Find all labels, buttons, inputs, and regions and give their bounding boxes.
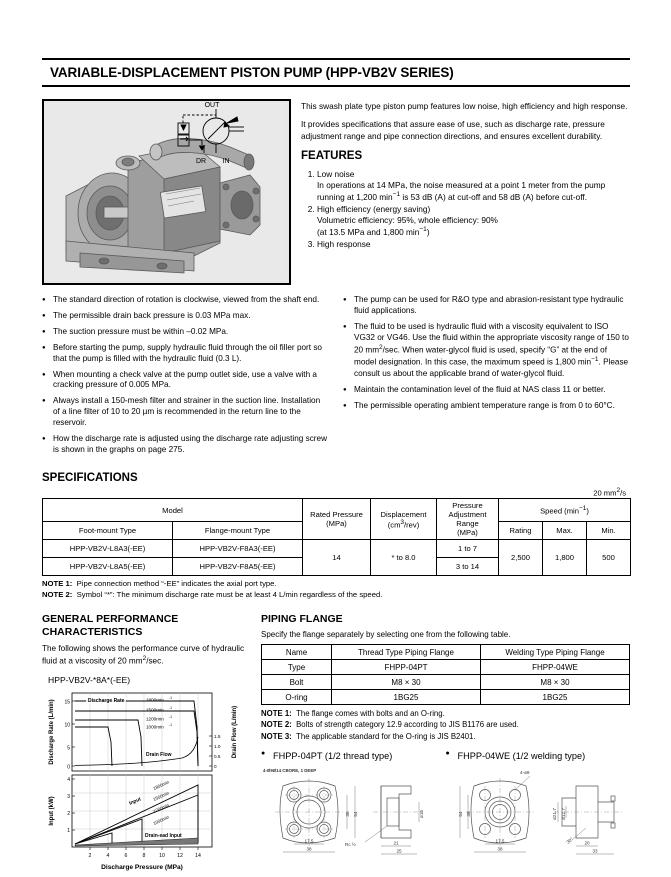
header-disp-unit-sup: 3 [400, 518, 405, 526]
header-max: Max. [543, 522, 587, 540]
list-item: ● Always install a 150-mesh filter and strainer in the suction line. Installation of a line filter of 10 to 20 µm is recommended in the return line to the reservoir. [42, 396, 329, 429]
svg-text:1500min: 1500min [146, 707, 164, 713]
header-disp-unit-b: /rev) [404, 520, 420, 530]
flange-note-2-text: Bolts of strength category 12.9 according to JIS B1176 are used. [296, 720, 519, 730]
svg-text:0.5: 0.5 [214, 753, 221, 759]
header-rated-pressure [303, 499, 371, 540]
spec-note-2-label: NOTE 2: [42, 590, 73, 600]
svg-text:12: 12 [177, 852, 183, 859]
chart-title: HPP-VB2V-*8A*(-EE) [48, 674, 131, 685]
list-item [343, 322, 630, 380]
welding-flange-drawing [446, 764, 630, 876]
svg-text:21: 21 [393, 840, 399, 846]
header-min: Min. [587, 522, 631, 540]
top-section [42, 99, 630, 285]
svg-text:1800min: 1800min [146, 697, 164, 703]
feature-2-detail-a: Volumetric efficiency: 95%, whole efficiency: 90% [317, 215, 498, 226]
svg-text:ø21.7: ø21.7 [551, 808, 557, 820]
svg-text:10: 10 [159, 852, 165, 859]
svg-text:3: 3 [67, 793, 70, 800]
feature-item-3 [317, 239, 630, 250]
feature-item-1 [317, 169, 630, 203]
flange-row-type-thread: FHPP‐04PT [332, 660, 481, 675]
header-speed-sup: −1 [578, 505, 587, 513]
header-pressure-adjustment [437, 499, 499, 540]
header-padj-b: Adjustment [448, 510, 487, 520]
product-photo [42, 99, 291, 285]
svg-text:1500min: 1500min [152, 790, 170, 802]
feature-2-title: High efficiency (energy saving) [317, 204, 431, 215]
viscosity-note-sup: 2 [616, 486, 621, 494]
svg-text:2: 2 [67, 810, 70, 817]
specifications-table [42, 498, 631, 576]
performance-chart-svg [42, 687, 247, 877]
piping-flange-desc: Specify the flange separately by selecting one from the following table. [261, 630, 511, 640]
svg-text:38: 38 [465, 811, 471, 817]
notes-column-left [42, 295, 329, 461]
cell-foot-model-2: HPP‐VB2V‐L8A5(‐EE) [43, 558, 173, 576]
svg-text:Input: Input [128, 795, 142, 807]
feature-1-detail [317, 180, 630, 203]
svg-text:14: 14 [195, 852, 201, 859]
svg-text:-1: -1 [169, 695, 173, 700]
spec-note-2 [42, 590, 630, 601]
flange-note-3-label: NOTE 3: [261, 731, 292, 741]
spec-note-2-text: Symbol “*”: The minimum discharge rate must be at least 4 L/min regardless of the speed. [76, 590, 383, 600]
header-padj-a: Pressure [452, 501, 483, 511]
svg-text:1800min: 1800min [152, 779, 170, 791]
photo-label-dr: DR [195, 158, 207, 165]
page-title: VARIABLE-DISPLACEMENT PISTON PUMP (HPP-VB2V SERIES) [50, 65, 454, 80]
feature-1-detail-b: pump running at 1,200 min [317, 180, 606, 203]
list-item: ● The permissible drain back pressure is 0.03 MPa max. [42, 311, 329, 322]
flange-notes [261, 708, 630, 742]
svg-text:ø16: ø16 [419, 810, 424, 818]
intro-text [301, 99, 630, 285]
svg-text:10: 10 [64, 722, 70, 729]
feature-2-sup: −1 [419, 226, 427, 234]
flange-note-2-label: NOTE 2: [261, 720, 292, 730]
svg-text:54: 54 [457, 811, 463, 817]
intro-paragraph-2: It provides specifications that assure ease of use, such as discharge rate, pressure adjustment range and pipe connection directions, and ensures excellent durability. [301, 119, 605, 141]
flange-row-bolt-name: Bolt [262, 675, 332, 690]
svg-text:8: 8 [142, 852, 146, 859]
svg-text:17.5: 17.5 [304, 838, 314, 844]
header-padj-c: Range [456, 519, 479, 529]
feature-2-detail-b: (at 13.5 MPa and 1,800 min [317, 227, 420, 238]
header-padj-unit: (MPa) [457, 528, 478, 538]
flange-note-1-text: The flange comes with bolts and an O-ring. [296, 709, 445, 719]
svg-text:20: 20 [583, 840, 590, 846]
svg-text:-1: -1 [169, 722, 173, 727]
performance-charts [42, 687, 247, 872]
svg-text:Rc ½: Rc ½ [345, 841, 356, 847]
flange-header-welding: Welding Type Piping Flange [481, 645, 630, 660]
header-disp-unit-a: (cm [387, 520, 401, 530]
feature-1-detail-a: In operations at 14 MPa, the noise measured at a point 1 meter from the [317, 180, 583, 191]
svg-text:0: 0 [67, 764, 70, 771]
cell-flange-model-2: HPP‐VB2V‐F8A5(‐EE) [173, 558, 303, 576]
input-chart [49, 775, 212, 871]
flange-header-thread: Thread Type Piping Flange [332, 645, 481, 660]
flange-note-3 [261, 731, 630, 742]
piping-flange-section [261, 613, 630, 876]
flange-row-oring-welding: 1BG25 [481, 690, 630, 705]
table-row [262, 660, 630, 675]
drawing-thread-type [261, 764, 446, 876]
fluid-text-a: The fluid to be used is hydraulic fluid with a viscosity equivalent to ISO VG32 or VG46. Use the fluid within the appropriate viscosity range of 150 to 20 mm [354, 321, 629, 355]
discharge-rate-chart [49, 693, 238, 771]
flange-row-type-welding: FHPP‐04WE [481, 660, 630, 675]
cell-rating: 2,500 [499, 540, 543, 576]
list-item: ● How the discharge rate is adjusted using the discharge rate adjusting screw is shown in the graphs on page 275. [42, 434, 329, 456]
fluid-text-c: . Please consult us about the applicable brand of water-glycol fluid. [354, 358, 629, 378]
flange-row-oring-name: O‐ring [262, 690, 332, 705]
cell-displacement: * to 8.0 [371, 540, 437, 576]
cell-min: 500 [587, 540, 631, 576]
table-row [262, 675, 630, 690]
list-item: ● Maintain the contamination level of the fluid at NAS class 11 or better. [343, 385, 630, 396]
drawing-headings [261, 751, 630, 761]
feature-1-detail-c: is 53 dB (A) at cut-off and 58 dB (A) before cut-off. [400, 192, 588, 203]
header-rated-pressure-label: Rated Pressure [310, 510, 363, 520]
photo-label-out: OUT [204, 102, 220, 109]
gpc-heading [42, 613, 247, 639]
table-row [43, 540, 631, 558]
notes-columns [42, 295, 630, 461]
header-speed-label: Speed (min [540, 506, 579, 516]
header-speed [499, 499, 631, 522]
drawing-heading-thread: ● FHPP-04PT (1/2 thread type) [261, 751, 446, 761]
list-item: ● Before starting the pump, supply hydraulic fluid through the oil filler port so that the pump is filled with the hydraulic fluid (0.3 L). [42, 343, 329, 365]
svg-text:38: 38 [306, 846, 312, 852]
gpc-desc-b: /sec. [146, 657, 164, 667]
flange-note-3-text: The applicable standard for the O-ring is JIS B2401. [296, 731, 476, 741]
flange-note-1-label: NOTE 1: [261, 709, 292, 719]
feature-2-detail-c: ) [426, 227, 430, 238]
svg-text:Discharge Pressure (MPa): Discharge Pressure (MPa) [101, 863, 183, 871]
svg-text:1200min: 1200min [152, 802, 170, 814]
gpc-desc-sup: 2 [142, 655, 147, 663]
svg-text:4: 4 [67, 776, 70, 783]
svg-text:4: 4 [106, 852, 110, 859]
flange-row-type-name: Type [262, 660, 332, 675]
fluid-sup-a: 2 [379, 343, 383, 351]
svg-text:6: 6 [124, 852, 128, 859]
drawing-heading-welding: ● FHPP-04WE (1/2 welding type) [446, 751, 631, 761]
flange-header-row [262, 645, 630, 660]
flange-header-name: Name [262, 645, 332, 660]
svg-text:33: 33 [591, 848, 598, 854]
notes-column-right [343, 295, 630, 461]
viscosity-note-tail: /s [620, 488, 626, 498]
piping-flange-table [261, 644, 630, 705]
general-performance-section [42, 613, 247, 876]
feature-1-title: Low noise [317, 169, 355, 180]
content-frame [42, 58, 630, 871]
svg-text:Drain Flow: Drain Flow [146, 751, 172, 758]
lower-section [42, 613, 630, 876]
svg-text:17.5: 17.5 [495, 838, 504, 844]
gpc-description [42, 643, 247, 668]
features-heading: FEATURES [301, 150, 363, 163]
svg-text:1: 1 [67, 827, 70, 834]
left-bullet-list [42, 295, 329, 456]
fluid-sup-b: −1 [591, 356, 599, 364]
svg-text:Input (kW): Input (kW) [49, 795, 55, 826]
feature-1-sup: −1 [392, 191, 401, 199]
svg-text:2: 2 [88, 852, 92, 859]
cell-foot-model-1: HPP‐VB2V‐L8A3(‐EE) [43, 540, 173, 558]
photo-label-in: IN [222, 158, 230, 165]
svg-text:Discharge Rate: Discharge Rate [88, 697, 125, 704]
header-foot-mount: Foot‐mount Type [43, 522, 173, 540]
viscosity-note-text: 20 mm [593, 488, 617, 498]
specifications-heading: SPECIFICATIONS [42, 471, 138, 484]
svg-text:Drain Flow (L/min): Drain Flow (L/min) [232, 705, 238, 758]
cell-pressure-adj-2: 3 to 14 [437, 558, 499, 576]
header-rating: Rating [499, 522, 543, 540]
flange-row-bolt-welding: M8 × 30 [481, 675, 630, 690]
svg-text:15: 15 [64, 699, 70, 706]
intro-paragraph-1: This swash plate type piston pump features low noise, high efficiency and high response. [301, 101, 628, 111]
svg-text:1000min: 1000min [146, 724, 164, 730]
svg-text:1000min: 1000min [152, 814, 170, 826]
list-item: ● The permissible operating ambient temperature range is from 0 to 60°C. [343, 401, 630, 412]
svg-text:25: 25 [396, 848, 402, 854]
page-title-bar [42, 58, 630, 87]
drawing-welding-type [446, 764, 631, 876]
spec-note-1 [42, 579, 630, 590]
cell-max: 1,800 [543, 540, 587, 576]
list-item: ● The standard direction of rotation is clockwise, viewed from the shaft end. [42, 295, 329, 306]
svg-text:54: 54 [353, 811, 358, 817]
svg-text:ø12.7: ø12.7 [560, 808, 566, 820]
svg-text:Discharge Rate (L/min): Discharge Rate (L/min) [49, 698, 55, 765]
dwg-right-note: 4-ø9 [519, 769, 529, 775]
fluid-text-b: /sec. When water-glycol fluid is used, specify “G” at the end of model designation. In this case, the maximum speed is 1,800 min [354, 345, 608, 367]
svg-text:38: 38 [345, 811, 350, 817]
piping-flange-heading: PIPING FLANGE [261, 613, 343, 626]
flange-note-1 [261, 708, 630, 719]
svg-text:38: 38 [496, 846, 503, 852]
header-displacement-label: Displacement [380, 509, 427, 519]
list-item: ● The pump can be used for R&O type and abrasion-resistant type hydraulic fluid applications. [343, 295, 630, 317]
pump-photo-graphic [44, 101, 285, 279]
svg-text:1.5: 1.5 [214, 733, 221, 739]
svg-text:1200min: 1200min [146, 716, 164, 722]
spec-note-1-label: NOTE 1: [42, 579, 73, 589]
header-model: Model [43, 499, 303, 522]
svg-text:1.0: 1.0 [214, 743, 221, 749]
header-rated-pressure-unit: (MPa) [326, 519, 347, 529]
gpc-heading-line1: GENERAL PERFORMANCE [42, 613, 179, 626]
right-bullet-list [343, 295, 630, 412]
gpc-desc-a: The following shows the performance curve of hydraulic fluid at a viscosity of 20 mm [42, 643, 245, 667]
flange-row-bolt-thread: M8 × 30 [332, 675, 481, 690]
header-speed-tail: ) [586, 506, 589, 516]
svg-text:-1: -1 [169, 705, 173, 710]
gpc-heading-line2: CHARACTERISTICS [42, 626, 143, 639]
flange-row-oring-thread: 1BG25 [332, 690, 481, 705]
table-row [262, 690, 630, 705]
header-flange-mount: Flange‐mount Type [173, 522, 303, 540]
spec-note-1-text: Pipe connection method “-EE” indicates the axial port type. [76, 579, 277, 589]
svg-text:5: 5 [67, 745, 70, 752]
svg-text:30°: 30° [564, 836, 574, 845]
svg-text:Drain-ead Input: Drain-ead Input [145, 832, 182, 839]
thread-flange-drawing [261, 764, 445, 876]
flange-note-2 [261, 719, 630, 730]
svg-text:0: 0 [214, 763, 217, 769]
svg-text:-1: -1 [169, 714, 173, 719]
viscosity-note [42, 487, 626, 498]
feature-3-title: High response [317, 239, 371, 250]
list-item: ● The suction pressure must be within –0.02 MPa. [42, 327, 329, 338]
specifications-notes [42, 579, 630, 601]
header-displacement [371, 499, 437, 540]
dwg-left-note: 4-Ø9Ø14 CBORE, 1 DEEP [263, 767, 317, 773]
cell-flange-model-1: HPP‐VB2V‐F8A3(‐EE) [173, 540, 303, 558]
table-header-row-1 [43, 499, 631, 522]
list-item: ● When mounting a check valve at the pump outlet side, use a valve with a cracking pressure of 0.005 MPa. [42, 370, 329, 392]
flange-drawings [261, 764, 630, 876]
cell-pressure-adj-1: 1 to 7 [437, 540, 499, 558]
feature-2-detail [317, 226, 630, 238]
feature-item-2 [317, 204, 630, 238]
cell-rated-pressure: 14 [303, 540, 371, 576]
features-list [301, 169, 630, 250]
